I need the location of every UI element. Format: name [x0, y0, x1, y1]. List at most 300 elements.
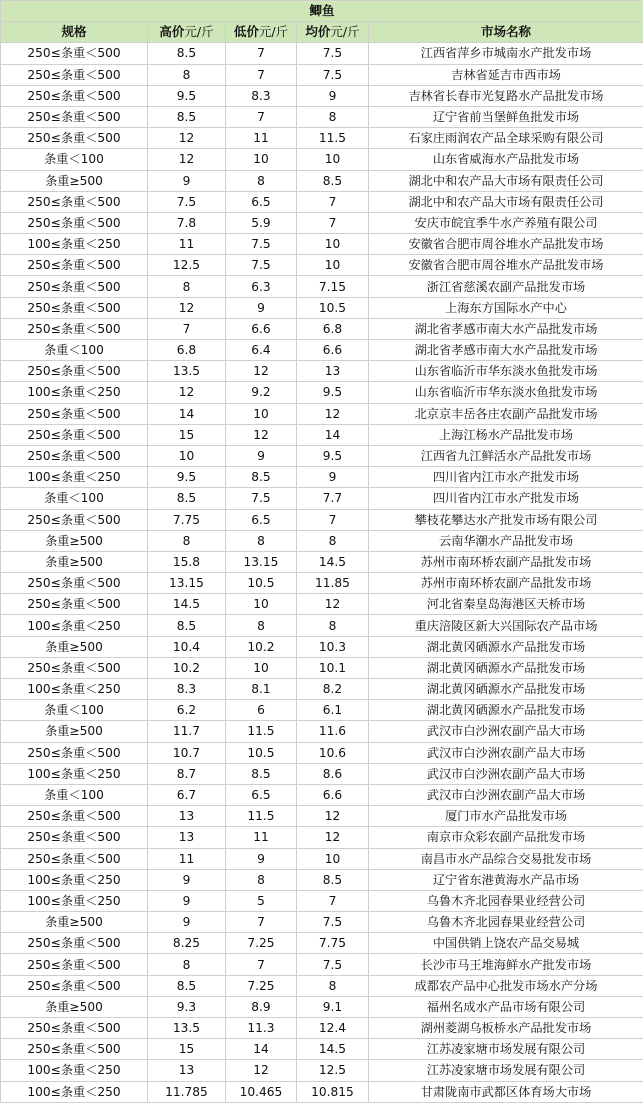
cell-avg: 11.5 — [297, 128, 369, 149]
cell-low: 10 — [226, 403, 297, 424]
cell-avg: 7 — [297, 509, 369, 530]
cell-spec: 100≤条重＜250 — [1, 615, 148, 636]
cell-high: 13 — [148, 827, 226, 848]
cell-low: 7 — [226, 106, 297, 127]
cell-low: 6.5 — [226, 509, 297, 530]
cell-low: 5 — [226, 890, 297, 911]
cell-avg: 8 — [297, 106, 369, 127]
cell-spec: 100≤条重＜250 — [1, 679, 148, 700]
cell-low: 12 — [226, 1060, 297, 1081]
cell-spec: 250≤条重＜500 — [1, 128, 148, 149]
cell-market: 上海东方国际水产中心 — [369, 297, 643, 318]
cell-market: 湖北黄冈硒源水产品批发市场 — [369, 679, 643, 700]
cell-low: 11.5 — [226, 806, 297, 827]
cell-avg: 6.6 — [297, 340, 369, 361]
cell-low: 8 — [226, 615, 297, 636]
table-row — [1, 700, 643, 721]
cell-spec: 250≤条重＜500 — [1, 445, 148, 466]
cell-high: 12 — [148, 128, 226, 149]
cell-avg: 12.4 — [297, 1018, 369, 1039]
cell-low: 11.5 — [226, 721, 297, 742]
cell-spec: 条重＜100 — [1, 488, 148, 509]
cell-market: 山东省临沂市华东淡水鱼批发市场 — [369, 361, 643, 382]
table-row — [1, 255, 643, 276]
cell-avg: 11.85 — [297, 573, 369, 594]
cell-avg: 7.5 — [297, 43, 369, 64]
cell-spec: 条重＜100 — [1, 784, 148, 805]
cell-high: 13.5 — [148, 361, 226, 382]
cell-high: 12 — [148, 382, 226, 403]
cell-low: 7 — [226, 912, 297, 933]
table-row — [1, 975, 643, 996]
cell-high: 8.5 — [148, 106, 226, 127]
cell-spec: 100≤条重＜250 — [1, 1060, 148, 1081]
cell-spec: 250≤条重＜500 — [1, 297, 148, 318]
table-row — [1, 763, 643, 784]
cell-high: 8 — [148, 276, 226, 297]
cell-avg: 9.5 — [297, 445, 369, 466]
cell-avg: 6.8 — [297, 318, 369, 339]
cell-spec: 250≤条重＜500 — [1, 573, 148, 594]
table-title-row — [1, 1, 643, 22]
table-row — [1, 1060, 643, 1081]
cell-avg: 10.3 — [297, 636, 369, 657]
cell-spec: 100≤条重＜250 — [1, 763, 148, 784]
table-row — [1, 933, 643, 954]
cell-market: 攀枝花攀达水产批发市场有限公司 — [369, 509, 643, 530]
cell-spec: 250≤条重＜500 — [1, 933, 148, 954]
cell-low: 7 — [226, 64, 297, 85]
cell-spec: 条重≥500 — [1, 530, 148, 551]
table-row — [1, 128, 643, 149]
cell-low: 7.25 — [226, 933, 297, 954]
cell-low: 8 — [226, 170, 297, 191]
cell-avg: 7 — [297, 212, 369, 233]
cell-low: 9 — [226, 848, 297, 869]
cell-spec: 250≤条重＜500 — [1, 276, 148, 297]
cell-market: 重庆涪陵区新大兴国际农产品市场 — [369, 615, 643, 636]
table-row — [1, 996, 643, 1017]
cell-avg: 13 — [297, 361, 369, 382]
cell-low: 10 — [226, 594, 297, 615]
cell-spec: 250≤条重＜500 — [1, 43, 148, 64]
cell-market: 武汉市白沙洲农副产品大市场 — [369, 763, 643, 784]
cell-high: 12 — [148, 297, 226, 318]
cell-spec: 250≤条重＜500 — [1, 954, 148, 975]
cell-avg: 10 — [297, 149, 369, 170]
cell-spec: 250≤条重＜500 — [1, 424, 148, 445]
table-row — [1, 467, 643, 488]
cell-high: 9.3 — [148, 996, 226, 1017]
cell-spec: 250≤条重＜500 — [1, 212, 148, 233]
cell-avg: 11.6 — [297, 721, 369, 742]
cell-avg: 8.5 — [297, 170, 369, 191]
cell-low: 11.3 — [226, 1018, 297, 1039]
cell-avg: 7 — [297, 890, 369, 911]
cell-high: 9.5 — [148, 467, 226, 488]
avg-label: 均价 — [305, 24, 331, 40]
cell-avg: 10 — [297, 234, 369, 255]
table-row — [1, 318, 643, 339]
table-row — [1, 424, 643, 445]
cell-market: 湖北黄冈硒源水产品批发市场 — [369, 636, 643, 657]
cell-low: 8.5 — [226, 467, 297, 488]
cell-avg: 9.1 — [297, 996, 369, 1017]
cell-spec: 条重≥500 — [1, 996, 148, 1017]
table-row — [1, 806, 643, 827]
cell-market: 南昌市水产品综合交易批发市场 — [369, 848, 643, 869]
cell-spec: 条重≥500 — [1, 551, 148, 572]
cell-spec: 250≤条重＜500 — [1, 742, 148, 763]
cell-avg: 10.5 — [297, 297, 369, 318]
cell-market: 苏州市南环桥农副产品批发市场 — [369, 551, 643, 572]
table-body — [1, 43, 643, 1102]
cell-high: 11 — [148, 848, 226, 869]
table-row — [1, 106, 643, 127]
cell-high: 15.8 — [148, 551, 226, 572]
cell-low: 10 — [226, 149, 297, 170]
cell-high: 14.5 — [148, 594, 226, 615]
column-header-market: 市场名称 — [369, 22, 643, 43]
table-row — [1, 170, 643, 191]
table-row — [1, 191, 643, 212]
cell-low: 10.5 — [226, 573, 297, 594]
cell-avg: 9.5 — [297, 382, 369, 403]
cell-market: 山东省临沂市华东淡水鱼批发市场 — [369, 382, 643, 403]
cell-market: 南京市众彩农副产品批发市场 — [369, 827, 643, 848]
cell-high: 11 — [148, 234, 226, 255]
cell-spec: 100≤条重＜250 — [1, 382, 148, 403]
cell-high: 10.2 — [148, 657, 226, 678]
cell-low: 6.3 — [226, 276, 297, 297]
cell-market: 山东省威海水产品批发市场 — [369, 149, 643, 170]
cell-low: 9.2 — [226, 382, 297, 403]
cell-market: 云南华潮水产品批发市场 — [369, 530, 643, 551]
cell-avg: 10.6 — [297, 742, 369, 763]
cell-high: 8 — [148, 954, 226, 975]
cell-market: 河北省秦皇岛海港区天桥市场 — [369, 594, 643, 615]
cell-high: 6.2 — [148, 700, 226, 721]
table-row — [1, 679, 643, 700]
cell-avg: 10.815 — [297, 1081, 369, 1102]
high-unit: 元/斤 — [184, 24, 214, 40]
cell-avg: 7.15 — [297, 276, 369, 297]
cell-avg: 8.5 — [297, 869, 369, 890]
low-label: 低价 — [233, 24, 259, 40]
cell-low: 8 — [226, 530, 297, 551]
cell-high: 11.7 — [148, 721, 226, 742]
cell-avg: 12.5 — [297, 1060, 369, 1081]
cell-spec: 条重≥500 — [1, 721, 148, 742]
cell-avg: 7.75 — [297, 933, 369, 954]
cell-high: 13.15 — [148, 573, 226, 594]
table-row — [1, 1081, 643, 1102]
cell-low: 10.465 — [226, 1081, 297, 1102]
cell-market: 厦门市水产品批发市场 — [369, 806, 643, 827]
cell-spec: 250≤条重＜500 — [1, 975, 148, 996]
table-row — [1, 509, 643, 530]
cell-high: 7.75 — [148, 509, 226, 530]
table-row — [1, 1039, 643, 1060]
cell-market: 湖北中和农产品大市场有限责任公司 — [369, 191, 643, 212]
cell-high: 8.3 — [148, 679, 226, 700]
cell-market: 四川省内江市水产批发市场 — [369, 467, 643, 488]
cell-market: 北京京丰岳各庄农副产品批发市场 — [369, 403, 643, 424]
cell-spec: 250≤条重＜500 — [1, 1018, 148, 1039]
cell-market: 乌鲁木齐北园春果业经营公司 — [369, 890, 643, 911]
table-row — [1, 276, 643, 297]
cell-high: 6.8 — [148, 340, 226, 361]
cell-spec: 条重＜100 — [1, 149, 148, 170]
cell-high: 8.5 — [148, 975, 226, 996]
avg-unit: 元/斤 — [330, 24, 360, 40]
table-row — [1, 530, 643, 551]
cell-avg: 8 — [297, 530, 369, 551]
table-row — [1, 869, 643, 890]
table-row — [1, 361, 643, 382]
cell-high: 13 — [148, 1060, 226, 1081]
cell-market: 甘肃陇南市武都区体育场大市场 — [369, 1081, 643, 1102]
cell-high: 9.5 — [148, 85, 226, 106]
cell-avg: 7.7 — [297, 488, 369, 509]
cell-low: 12 — [226, 361, 297, 382]
cell-avg: 6.1 — [297, 700, 369, 721]
cell-market: 武汉市白沙洲农副产品大市场 — [369, 742, 643, 763]
cell-spec: 250≤条重＜500 — [1, 848, 148, 869]
cell-high: 8.5 — [148, 43, 226, 64]
cell-low: 11 — [226, 827, 297, 848]
cell-low: 9 — [226, 445, 297, 466]
cell-market: 湖北省孝感市南大水产品批发市场 — [369, 340, 643, 361]
column-header-high — [148, 22, 226, 43]
table-row — [1, 848, 643, 869]
cell-high: 8.7 — [148, 763, 226, 784]
cell-low: 5.9 — [226, 212, 297, 233]
cell-spec: 250≤条重＜500 — [1, 1039, 148, 1060]
cell-low: 14 — [226, 1039, 297, 1060]
table-row — [1, 488, 643, 509]
cell-spec: 100≤条重＜250 — [1, 869, 148, 890]
cell-market: 湖州菱湖乌板桥水产品批发市场 — [369, 1018, 643, 1039]
cell-low: 10.5 — [226, 742, 297, 763]
table-row — [1, 149, 643, 170]
cell-market: 辽宁省东港黄海水产品市场 — [369, 869, 643, 890]
table-row — [1, 340, 643, 361]
table-row — [1, 382, 643, 403]
cell-spec: 250≤条重＜500 — [1, 255, 148, 276]
cell-market: 长沙市马王堆海鲜水产批发市场 — [369, 954, 643, 975]
cell-market: 湖北黄冈硒源水产品批发市场 — [369, 700, 643, 721]
cell-market: 四川省内江市水产批发市场 — [369, 488, 643, 509]
cell-market: 苏州市南环桥农副产品批发市场 — [369, 573, 643, 594]
cell-avg: 7.5 — [297, 954, 369, 975]
cell-avg: 7.5 — [297, 912, 369, 933]
cell-avg: 14.5 — [297, 551, 369, 572]
cell-spec: 100≤条重＜250 — [1, 890, 148, 911]
cell-low: 8 — [226, 869, 297, 890]
table-row — [1, 297, 643, 318]
cell-avg: 10 — [297, 848, 369, 869]
cell-avg: 8 — [297, 615, 369, 636]
table-row — [1, 551, 643, 572]
cell-low: 7.5 — [226, 255, 297, 276]
cell-market: 安徽省合肥市周谷堆水产品批发市场 — [369, 234, 643, 255]
cell-high: 9 — [148, 912, 226, 933]
cell-low: 8.9 — [226, 996, 297, 1017]
table-row — [1, 954, 643, 975]
cell-high: 9 — [148, 890, 226, 911]
cell-avg: 10.1 — [297, 657, 369, 678]
cell-spec: 250≤条重＜500 — [1, 106, 148, 127]
cell-spec: 250≤条重＜500 — [1, 318, 148, 339]
cell-high: 10.4 — [148, 636, 226, 657]
cell-high: 8.5 — [148, 488, 226, 509]
cell-high: 10.7 — [148, 742, 226, 763]
cell-spec: 条重≥500 — [1, 912, 148, 933]
cell-spec: 250≤条重＜500 — [1, 827, 148, 848]
cell-low: 8.3 — [226, 85, 297, 106]
cell-market: 武汉市白沙洲农副产品大市场 — [369, 784, 643, 805]
cell-high: 8.25 — [148, 933, 226, 954]
cell-avg: 12 — [297, 403, 369, 424]
cell-low: 8.5 — [226, 763, 297, 784]
cell-spec: 条重≥500 — [1, 636, 148, 657]
cell-market: 湖北中和农产品大市场有限责任公司 — [369, 170, 643, 191]
cell-spec: 250≤条重＜500 — [1, 806, 148, 827]
cell-avg: 6.6 — [297, 784, 369, 805]
cell-high: 6.7 — [148, 784, 226, 805]
cell-high: 10 — [148, 445, 226, 466]
cell-market: 湖北省孝感市南大水产品批发市场 — [369, 318, 643, 339]
cell-spec: 250≤条重＜500 — [1, 191, 148, 212]
cell-high: 8.5 — [148, 615, 226, 636]
cell-market: 石家庄雨润农产品全球采购有限公司 — [369, 128, 643, 149]
table-row — [1, 43, 643, 64]
cell-market: 成都农产品中心批发市场水产分场 — [369, 975, 643, 996]
cell-low: 9 — [226, 297, 297, 318]
cell-avg: 8 — [297, 975, 369, 996]
column-header-low — [226, 22, 297, 43]
cell-market: 吉林省延吉市西市场 — [369, 64, 643, 85]
cell-high: 15 — [148, 1039, 226, 1060]
table-row — [1, 445, 643, 466]
cell-market: 乌鲁木齐北园春果业经营公司 — [369, 912, 643, 933]
cell-market: 辽宁省前当堡鲜鱼批发市场 — [369, 106, 643, 127]
table-row — [1, 827, 643, 848]
cell-market: 江苏凌家塘市场发展有限公司 — [369, 1060, 643, 1081]
cell-avg: 8.2 — [297, 679, 369, 700]
low-unit: 元/斤 — [258, 24, 289, 40]
cell-high: 13.5 — [148, 1018, 226, 1039]
table-row — [1, 890, 643, 911]
cell-spec: 条重＜100 — [1, 340, 148, 361]
cell-high: 11.785 — [148, 1081, 226, 1102]
cell-low: 6.4 — [226, 340, 297, 361]
table-row — [1, 1018, 643, 1039]
cell-spec: 250≤条重＜500 — [1, 509, 148, 530]
cell-low: 6 — [226, 700, 297, 721]
cell-avg: 9 — [297, 467, 369, 488]
high-label: 高价 — [159, 24, 185, 40]
cell-avg: 14 — [297, 424, 369, 445]
table-row — [1, 912, 643, 933]
cell-low: 12 — [226, 424, 297, 445]
cell-high: 12.5 — [148, 255, 226, 276]
cell-high: 14 — [148, 403, 226, 424]
cell-low: 13.15 — [226, 551, 297, 572]
cell-high: 7.8 — [148, 212, 226, 233]
cell-market: 中国供销上饶农产品交易城 — [369, 933, 643, 954]
cell-spec: 250≤条重＜500 — [1, 361, 148, 382]
cell-spec: 250≤条重＜500 — [1, 657, 148, 678]
cell-market: 江苏凌家塘市场发展有限公司 — [369, 1039, 643, 1060]
cell-high: 7 — [148, 318, 226, 339]
table-row — [1, 234, 643, 255]
table-row — [1, 212, 643, 233]
cell-spec: 100≤条重＜250 — [1, 467, 148, 488]
cell-spec: 250≤条重＜500 — [1, 403, 148, 424]
table-row — [1, 636, 643, 657]
table-row — [1, 594, 643, 615]
table-row — [1, 742, 643, 763]
cell-market: 江西省九江鲜活水产品批发市场 — [369, 445, 643, 466]
cell-high: 13 — [148, 806, 226, 827]
cell-high: 8 — [148, 530, 226, 551]
cell-market: 上海江杨水产品批发市场 — [369, 424, 643, 445]
cell-market: 湖北黄冈硒源水产品批发市场 — [369, 657, 643, 678]
cell-high: 7.5 — [148, 191, 226, 212]
column-header-avg — [297, 22, 369, 43]
cell-low: 6.6 — [226, 318, 297, 339]
cell-low: 11 — [226, 128, 297, 149]
cell-high: 12 — [148, 149, 226, 170]
cell-avg: 8.6 — [297, 763, 369, 784]
cell-low: 7.5 — [226, 234, 297, 255]
cell-avg: 12 — [297, 594, 369, 615]
cell-avg: 12 — [297, 806, 369, 827]
table-row — [1, 64, 643, 85]
cell-spec: 条重＜100 — [1, 700, 148, 721]
table-title: 鲫鱼 — [1, 1, 643, 22]
cell-avg: 10 — [297, 255, 369, 276]
cell-market: 安庆市皖宜季牛水产养殖有限公司 — [369, 212, 643, 233]
table-row — [1, 403, 643, 424]
cell-low: 6.5 — [226, 191, 297, 212]
cell-high: 9 — [148, 869, 226, 890]
cell-low: 7.5 — [226, 488, 297, 509]
cell-spec: 250≤条重＜500 — [1, 594, 148, 615]
cell-market: 福州名成水产品市场有限公司 — [369, 996, 643, 1017]
cell-spec: 100≤条重＜250 — [1, 1081, 148, 1102]
cell-avg: 7.5 — [297, 64, 369, 85]
cell-market: 安徽省合肥市周谷堆水产品批发市场 — [369, 255, 643, 276]
table-row — [1, 573, 643, 594]
cell-avg: 9 — [297, 85, 369, 106]
cell-market: 浙江省慈溪农副产品批发市场 — [369, 276, 643, 297]
cell-spec: 条重≥500 — [1, 170, 148, 191]
cell-low: 10.2 — [226, 636, 297, 657]
cell-low: 6.5 — [226, 784, 297, 805]
cell-low: 10 — [226, 657, 297, 678]
table-header-row — [1, 22, 643, 43]
table-row — [1, 615, 643, 636]
table-row — [1, 784, 643, 805]
table-row — [1, 85, 643, 106]
cell-high: 8 — [148, 64, 226, 85]
cell-spec: 250≤条重＜500 — [1, 85, 148, 106]
cell-avg: 12 — [297, 827, 369, 848]
cell-low: 8.1 — [226, 679, 297, 700]
